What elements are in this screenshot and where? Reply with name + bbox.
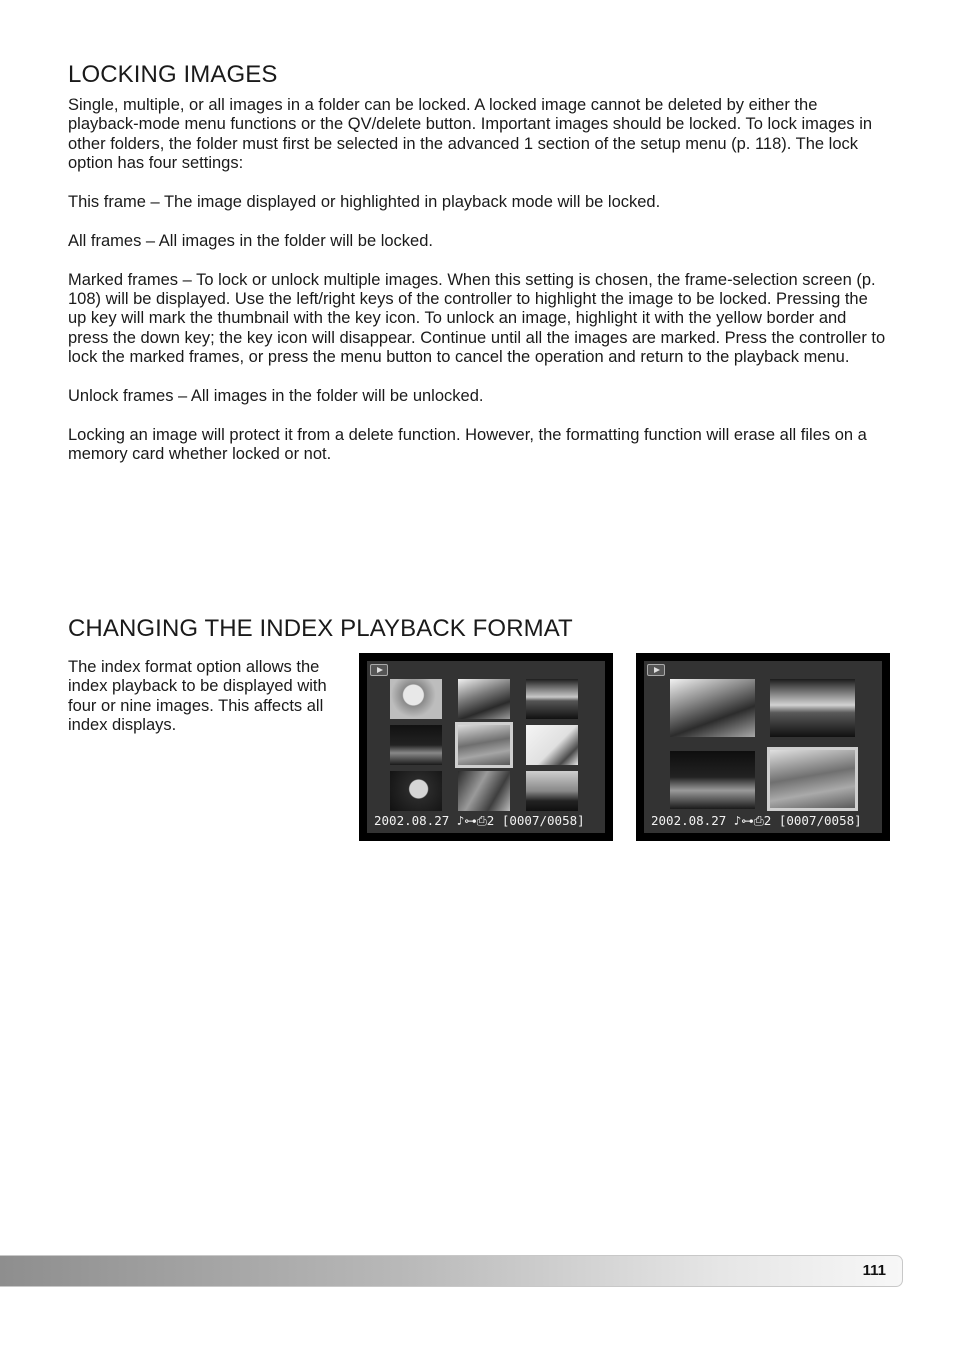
footer-bar xyxy=(0,1255,903,1287)
paragraph: Unlock frames – All images in the folder will be unlocked. xyxy=(68,387,484,406)
play-icon xyxy=(370,664,388,676)
paragraph: This frame – The image displayed or highlighted in playback mode will be locked. xyxy=(68,193,661,212)
thumbnail xyxy=(390,679,442,719)
paragraph: All frames – All images in the folder will be locked. xyxy=(68,231,433,250)
thumbnail-selected xyxy=(767,747,858,811)
nine-image-index-screen xyxy=(359,653,613,841)
thumbnail xyxy=(670,679,755,737)
thumbnail xyxy=(526,679,578,719)
thumbnail xyxy=(390,771,442,811)
play-icon xyxy=(647,664,665,676)
paragraph: Marked frames – To lock or unlock multiple images. When this setting is chosen, the frame-selection screen (p. 108) will be displayed. Use the left/right keys of the controller to highlight the image to be locked. Pressing the up key will mark the thumbnail with the key icon. To unlock an image, highlight it with the yellow border and press the down key; the key icon will disappear. Continue until all the images are marked. Press the controller to lock the marked frames, or press the menu button to cancel the operation and return to the playback menu. xyxy=(68,270,886,367)
thumbnail xyxy=(458,771,510,811)
locking-images-body xyxy=(68,96,886,484)
thumbnail xyxy=(526,725,578,765)
thumbnail xyxy=(526,771,578,811)
section-title-locking-images: LOCKING IMAGES xyxy=(68,61,278,88)
paragraph: Single, multiple, or all images in a folder can be locked. A locked image cannot be deleted by either the playback-mode menu functions or the QV/delete button. Important images should be locked. To lock images in other folders, the folder must first be selected in the advanced 1 section of the setup menu (p. 118). The lock option has four settings: xyxy=(68,96,873,173)
index-format-body: The index format option allows the index playback to be displayed with four or nine images. This affects all index displays. xyxy=(68,658,327,735)
status-bar: 2002.08.27 ♪⊶⎙2 [0007/0058] xyxy=(651,813,862,828)
status-bar: 2002.08.27 ♪⊶⎙2 [0007/0058] xyxy=(374,813,585,828)
thumbnail xyxy=(458,679,510,719)
screen-display xyxy=(644,661,882,833)
thumbnail xyxy=(770,679,855,737)
page-number: 111 xyxy=(862,1262,886,1279)
section-title-index-playback-format: CHANGING THE INDEX PLAYBACK FORMAT xyxy=(68,615,573,642)
thumbnail xyxy=(670,751,755,809)
screen-display xyxy=(367,661,605,833)
paragraph: Locking an image will protect it from a delete function. However, the formatting function will erase all files on a memory card whether locked or not. xyxy=(68,425,867,464)
thumbnail xyxy=(390,725,442,765)
four-image-index-screen xyxy=(636,653,890,841)
thumbnail-selected xyxy=(455,722,513,768)
